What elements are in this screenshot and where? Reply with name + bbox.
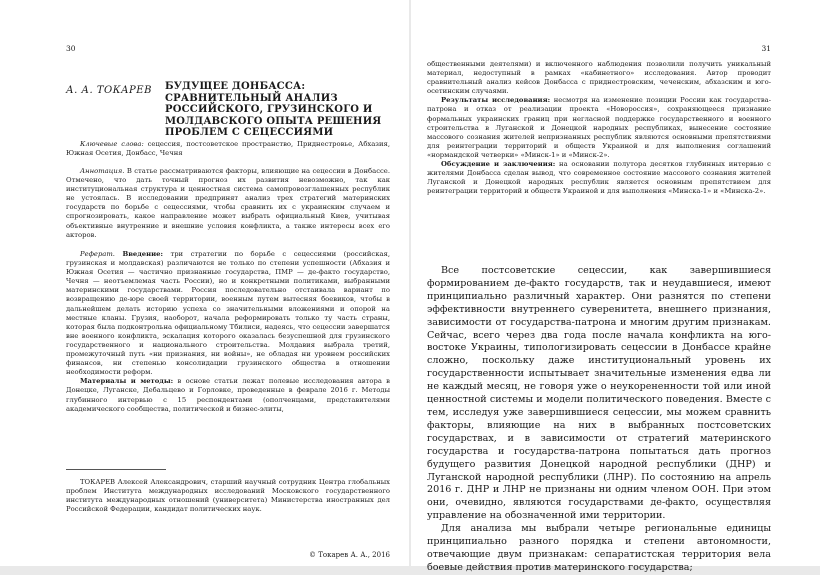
article-body: [427, 265, 771, 575]
page-number-right: 31: [761, 44, 771, 53]
methods-text: в основе статьи лежат полевые исследования автора в Донецке, Луганске, Дебальцево и Горловке, проведенные в феврале 2016 г. Методы глубинного интервью с 15 респондентами (ополченцами, представителями академического сообщества, политической и бизнес-элиты,: [66, 377, 390, 413]
left-page: [0, 0, 409, 566]
keywords-label: Ключевые слова:: [80, 140, 144, 148]
footnote-separator: [66, 469, 166, 470]
abstract-text: В статье рассматриваются факторы, влияющие на сецессии в Донбассе. Отмечено, что дать точный прогноз их развития невозможно, так как институциональная структура и ценностная система самопровозглашенных республик не устоялась. В исследовании предпринят анализ трех стратегий материнских государств по борьбе с сецессиями, чтобы сравнить их с украинским случаем и спрогнозировать, какое направление может выбрать официальный Киев, учитывая объективные внутренние и внешние условия конфликта, а также интересы всех его акторов.: [66, 167, 390, 239]
discussion-label: Обсуждение и заключения:: [441, 160, 556, 169]
keywords-block: [66, 140, 390, 158]
article-title: БУДУЩЕЕ ДОНБАССА: СРАВНИТЕЛЬНЫЙ АНАЛИЗ РОССИЙСКОГО, ГРУЗИНСКОГО И МОЛДАВСКОГО ОПЫТА РЕШЕНИЯ ПРОБЛЕМ С СЕЦЕССИЯМИ: [165, 81, 382, 138]
author-note-text: ТОКАРЕВ Алексей Александрович, старший научный сотрудник Центра глобальных проблем Института международных исследований Московского государственного института международных отношений (университета) Министерства иностранных дел Российской Федерации, кандидат политических наук.: [66, 478, 390, 514]
summary-block: [66, 250, 390, 414]
results-text: несмотря на изменение позиции России как государства-патрона и отказ от реализации проекта «Новороссия», сохраняющееся признание формальных украинских границ при негласной поддержке государственного и военного строительства в Луганской и Донецкой народных республиках, вынесение состояние массового сознания жителей непризнанных республик являются основными препятствиями для реинтеграции территорий и обществ Украиной и для выполнения соглашений «нормандской четверки» «Минск-1» и «Минск-2».: [427, 96, 771, 159]
right-page: [411, 0, 820, 573]
abstract-block: [66, 167, 390, 240]
abstract-label: Аннотация.: [80, 167, 125, 175]
summary-label: Реферат.: [80, 250, 115, 258]
intro-text: три стратегии по борьбе с сецессиями (российская, грузинская и молдавская) различаются не только по степени успешности (Абхазия и Южная Осетия — частично признанные государства, ПМР — де-факто государство, Чечня — неотъемлемая часть России), но и конкретными политиками, выбранными материнскими государствами. Россия последовательно отстаивала вариант по возвращению де-юре своей территории, военным путем вытесняя боевиков, чтобы в дальнейшем делать историю успеха со значительными вложениями и опорой на местные кланы. Грузия, наоборот, начала реформировать только ту часть страны, которая была подконтрольна официальному Тбилиси, надеясь, что сецессии завершатся вне военного конфликта, эскалация которого оказалась безуспешной для грузинского государственного и национального строительства. Молдавия выбрала третий, промежуточный путь «ни признания, ни войны», не обладая ни уровнем российских финансов, ни степенью консолидации грузинского общества в отношении необходимости реформ.: [66, 250, 390, 377]
body-paragraph-2: Для анализа мы выбрали четыре региональные единицы принципиально разного порядка и степени автономности, отвечающие двум признакам: сепаратистская территория вела боевые действия против материнского государства;: [427, 523, 771, 573]
copyright: © Токарев А. А., 2016: [309, 551, 390, 559]
summary-continued: [427, 60, 771, 196]
methods-label: Материалы и методы:: [80, 377, 174, 386]
body-paragraph-1: Все постсоветские сецессии, как завершившиеся формированием де-факто государств, так и неудавшиеся, имеют принципиально различный характер. Они разнятся по степени эффективности внутреннего суверенитета, внешнего признания, зависимости от государства-патрона и многим другим признакам. Сейчас, всего через два года после начала конфликта на юго-востоке Украины, типологизировать сецессии в Донбассе крайне сложно, поскольку даже институциональный уровень их государственности испытывает значительные изменения едва ли не каждый месяц, не говоря уже о неукорененности той или иной ценностной системы и модели политического поведения. Вместе с тем, исследуя уже завершившиеся сецессии, мы можем сравнить факторы, влияющие на них в выбранных постсоветских государствах, и в зависимости от стратегий материнского государства и государства-патрона попытаться дать прогноз будущего развития Донецкой народной республики (ДНР) и Луганской народной республики (ЛНР). По состоянию на апрель 2016 г. ДНР и ЛНР не признаны ни одним членом ООН. При этом они, очевидно, являются государствами де-факто, осуществляя управление на обозначенной ими территории.: [427, 265, 771, 522]
intro-label: Введение:: [122, 250, 163, 258]
page-number-left: 30: [66, 44, 76, 53]
discussion-text: на основании полутора десятков глубинных интервью с жителями Донбасса сделан вывод, что современное состояние массового сознания жителей Луганской и Донецкой народных республик является основным препятствием для реинтеграции территорий и обществ Украиной и для выполнения «Минска-1» и «Минска-2».: [427, 160, 771, 196]
results-label: Результаты исследования:: [441, 96, 551, 105]
author-note: [66, 478, 390, 514]
keywords-text: сецессия, постсоветское пространство, Приднестровье, Абхазия, Южная Осетия, Донбасс, Чечня: [66, 140, 390, 158]
methods-continued-text: общественными деятелями) и включенного наблюдения позволили получить уникальный материал, недоступный в рамках «кабинетного» исследования. Автор проводит сравнительный анализ кейсов Донбасса с приднестровским, чеченским, абхазским и юго-осетинским случаями.: [427, 60, 771, 96]
author-name: А. А. ТОКАРЕВ: [66, 85, 152, 96]
